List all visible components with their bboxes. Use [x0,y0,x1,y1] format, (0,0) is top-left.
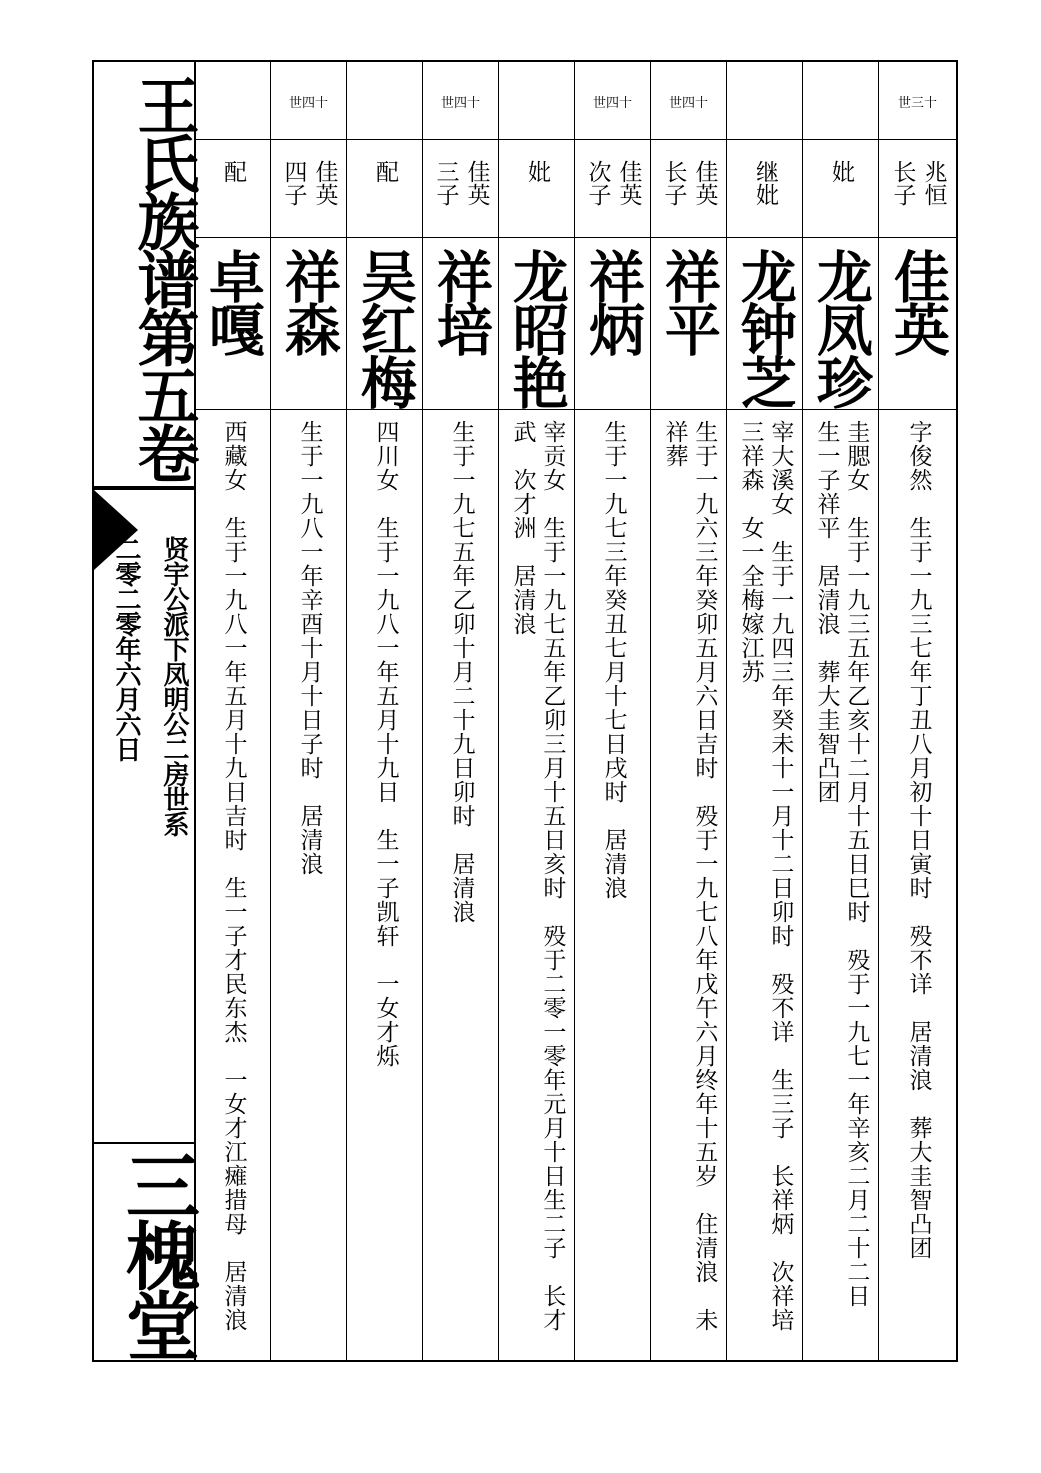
relation-label: 佳英 长子 [660,160,718,229]
person-bio: 圭腮女 生于一九三五年乙亥十二月十五日巳时 殁于一九七一年辛亥二月二十二日 生一子祥平 居清浪 葬大圭智凸团 [813,420,870,1332]
person-column-9 [270,62,346,1360]
generation-label: 世四十 [651,62,726,140]
relation-cell [347,140,422,238]
hall-divider [94,1142,194,1144]
relation-cell [423,140,498,238]
person-bio: 宰贡女 生于一九七五年乙卯三月十五日亥时 殁于二零一零年元月十日生二子 长才武 次才洲 居清浪 [509,420,566,1332]
relation-cell [651,140,726,238]
person-name: 祥森 [275,248,342,354]
bio-cell [347,410,422,1360]
name-cell [879,238,956,410]
relation-label: 佳英 四子 [280,160,338,229]
bio-cell [651,410,726,1360]
person-name: 祥炳 [579,248,646,354]
person-column-7 [422,62,498,1360]
generation-label [347,62,422,140]
person-name: 龙昭艳 [503,248,570,407]
person-column-8 [346,62,422,1360]
name-cell [803,238,878,410]
person-name: 卓嘎 [199,248,266,354]
bio-cell [803,410,878,1360]
generation-label [727,62,802,140]
generation-label [195,62,270,140]
bio-cell [271,410,346,1360]
relation-cell [195,140,270,238]
name-cell [499,238,574,410]
person-bio: 四川女 生于一九八一年五月十九日 生一子凯轩 一女才烁 [372,420,399,1068]
person-column-1 [878,62,956,1360]
relation-cell [271,140,346,238]
person-bio: 生于一九八一年辛酉十月十日子时 居清浪 [296,420,323,876]
person-bio: 字俊然 生于一九三七年丁丑八月初十日寅时 殁不详 居清浪 葬大圭智凸团 [905,420,932,1260]
name-cell [347,238,422,410]
person-column-10 [194,62,270,1360]
generation-label: 世四十 [575,62,650,140]
person-name: 佳英 [884,248,951,354]
person-name: 龙钟芝 [731,248,798,407]
name-cell [575,238,650,410]
generation-label [803,62,878,140]
relation-cell [879,140,956,238]
person-column-4 [650,62,726,1360]
person-column-6 [498,62,574,1360]
compile-date: 二零二零年六月六日 [111,536,141,761]
person-column-2 [802,62,878,1360]
person-name: 祥培 [427,248,494,354]
bio-cell [499,410,574,1360]
generation-label: 世三十 [879,62,956,140]
person-bio: 宰大溪女 生于一九四三年癸未十一月十二日卯时 殁不详 生三子 长祥炳 次祥培 三祥森 女一全梅嫁江苏 [737,420,794,1356]
person-bio: 西藏女 生于一九八一年五月十九日吉时 生一子才民东杰 一女才江瘫措母 居清浪 [220,420,247,1332]
volume-title: 王氏族谱第五卷 [127,74,200,480]
bio-cell [195,410,270,1360]
person-column-5 [574,62,650,1360]
name-cell [423,238,498,410]
name-cell [727,238,802,410]
person-bio: 生于一九七三年癸丑七月十七日戌时 居清浪 [600,420,627,900]
name-cell [271,238,346,410]
relation-label: 佳英 三子 [432,160,490,229]
title-panel [94,62,200,1360]
relation-label: 继妣 [752,160,779,206]
bio-cell [575,410,650,1360]
genealogy-page-frame [92,60,958,1362]
hall-name: 三槐堂 [114,1148,200,1358]
bio-cell [727,410,802,1360]
bio-cell [423,410,498,1360]
person-column-3 [726,62,802,1360]
relation-label: 妣 [524,160,551,183]
relation-cell [499,140,574,238]
relation-label: 配 [220,160,247,183]
lineage-subtitle: 贤宇公派下凤明公二房世系 [159,536,189,836]
generation-label: 世四十 [423,62,498,140]
relation-label: 配 [372,160,399,183]
bio-cell [879,410,956,1360]
relation-label: 佳英 次子 [584,160,642,229]
name-cell [651,238,726,410]
name-cell [195,238,270,410]
generation-label [499,62,574,140]
person-bio: 生于一九七五年乙卯十月二十九日卯时 居清浪 [448,420,475,924]
generation-label: 世四十 [271,62,346,140]
relation-cell [803,140,878,238]
person-name: 祥平 [655,248,722,354]
relation-label: 兆恒 长子 [889,160,947,229]
person-bio: 生于一九六三年癸卯五月六日吉时 殁于一九七八年戊午六月终年十五岁 住清浪 未祥葬 [661,420,718,1332]
relation-cell [575,140,650,238]
relation-cell [727,140,802,238]
relation-label: 妣 [828,160,855,183]
person-name: 吴红梅 [351,248,418,407]
person-name: 龙凤珍 [807,248,874,407]
